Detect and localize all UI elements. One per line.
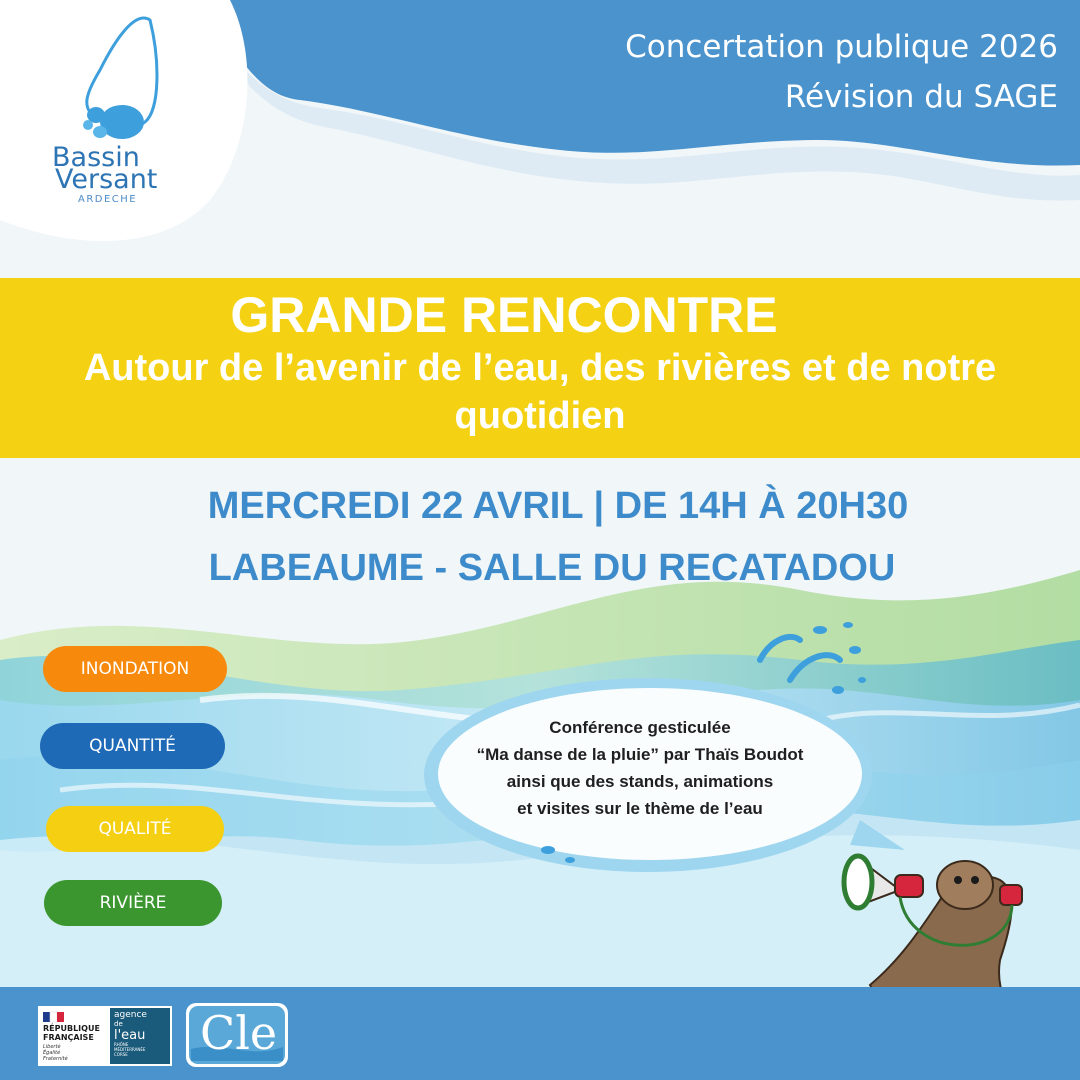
- banner-title: [0, 288, 1080, 342]
- rf-motto-2: Égalité: [43, 1050, 61, 1056]
- bubble-line-4: et visites sur le thème de l’eau: [517, 799, 763, 818]
- rf-motto-1: Liberté: [43, 1044, 61, 1050]
- header: [625, 22, 1058, 122]
- rf-motto-3: Fraternité: [43, 1056, 68, 1062]
- agence-line-1: agence: [114, 1010, 147, 1020]
- agence-eau-logo-text: [114, 1011, 147, 1057]
- theme-inondation-badge: INONDATION: [43, 646, 227, 692]
- theme-qualite-badge: QUALITÉ: [46, 806, 224, 852]
- theme-riviere-badge: RIVIÈRE: [44, 880, 222, 926]
- bubble-line-1: Conférence gesticulée: [549, 718, 731, 737]
- header-line-revision: Révision du SAGE: [784, 79, 1058, 115]
- agence-line-3: l'eau: [114, 1028, 146, 1043]
- agence-line-6: CORSE: [114, 1052, 128, 1057]
- logo-word-versant: Versant: [55, 164, 158, 195]
- header-line-concertation: Concertation publique 2026: [625, 29, 1058, 65]
- title-banner: [0, 278, 1080, 458]
- banner-subtitle: Autour de l’avenir de l’eau, des rivières et de notre quotidien: [83, 347, 997, 437]
- logo-word-bassin: Bassin: [52, 142, 140, 173]
- logo-region: ARDECHE: [78, 194, 138, 205]
- bubble-line-3: ainsi que des stands, animations: [506, 772, 774, 791]
- rf-line-1: RÉPUBLIQUE: [43, 1024, 100, 1033]
- theme-quantite-badge: QUANTITÉ: [40, 723, 225, 769]
- agence-line-2: de: [114, 1020, 123, 1028]
- event-place: LABEAUME - SALLE DU RECATADOU: [208, 547, 896, 589]
- rf-line-2: FRANÇAISE: [43, 1033, 94, 1042]
- partner-logos-rf-agence: [38, 1006, 172, 1066]
- cle-logo-text: Cle: [200, 1006, 278, 1060]
- republique-motto: [43, 1044, 68, 1062]
- agence-line-4: RHÔNE: [114, 1042, 129, 1047]
- bubble-text: [440, 714, 840, 822]
- republique-francaise-text: [43, 1024, 100, 1042]
- event-date: MERCREDI 22 AVRIL | DE 14H À 20H30: [207, 485, 909, 527]
- bubble-line-2: “Ma danse de la pluie” par Thaïs Boudot: [476, 745, 804, 764]
- bassin-versant-logo: [0, 0, 250, 250]
- logo-badge-shape: [0, 0, 250, 250]
- agence-line-5: MÉDITERRANÉE: [114, 1047, 146, 1052]
- cle-logo: [186, 1003, 288, 1067]
- banner-title-text: GRANDE RENCONTRE: [230, 287, 778, 343]
